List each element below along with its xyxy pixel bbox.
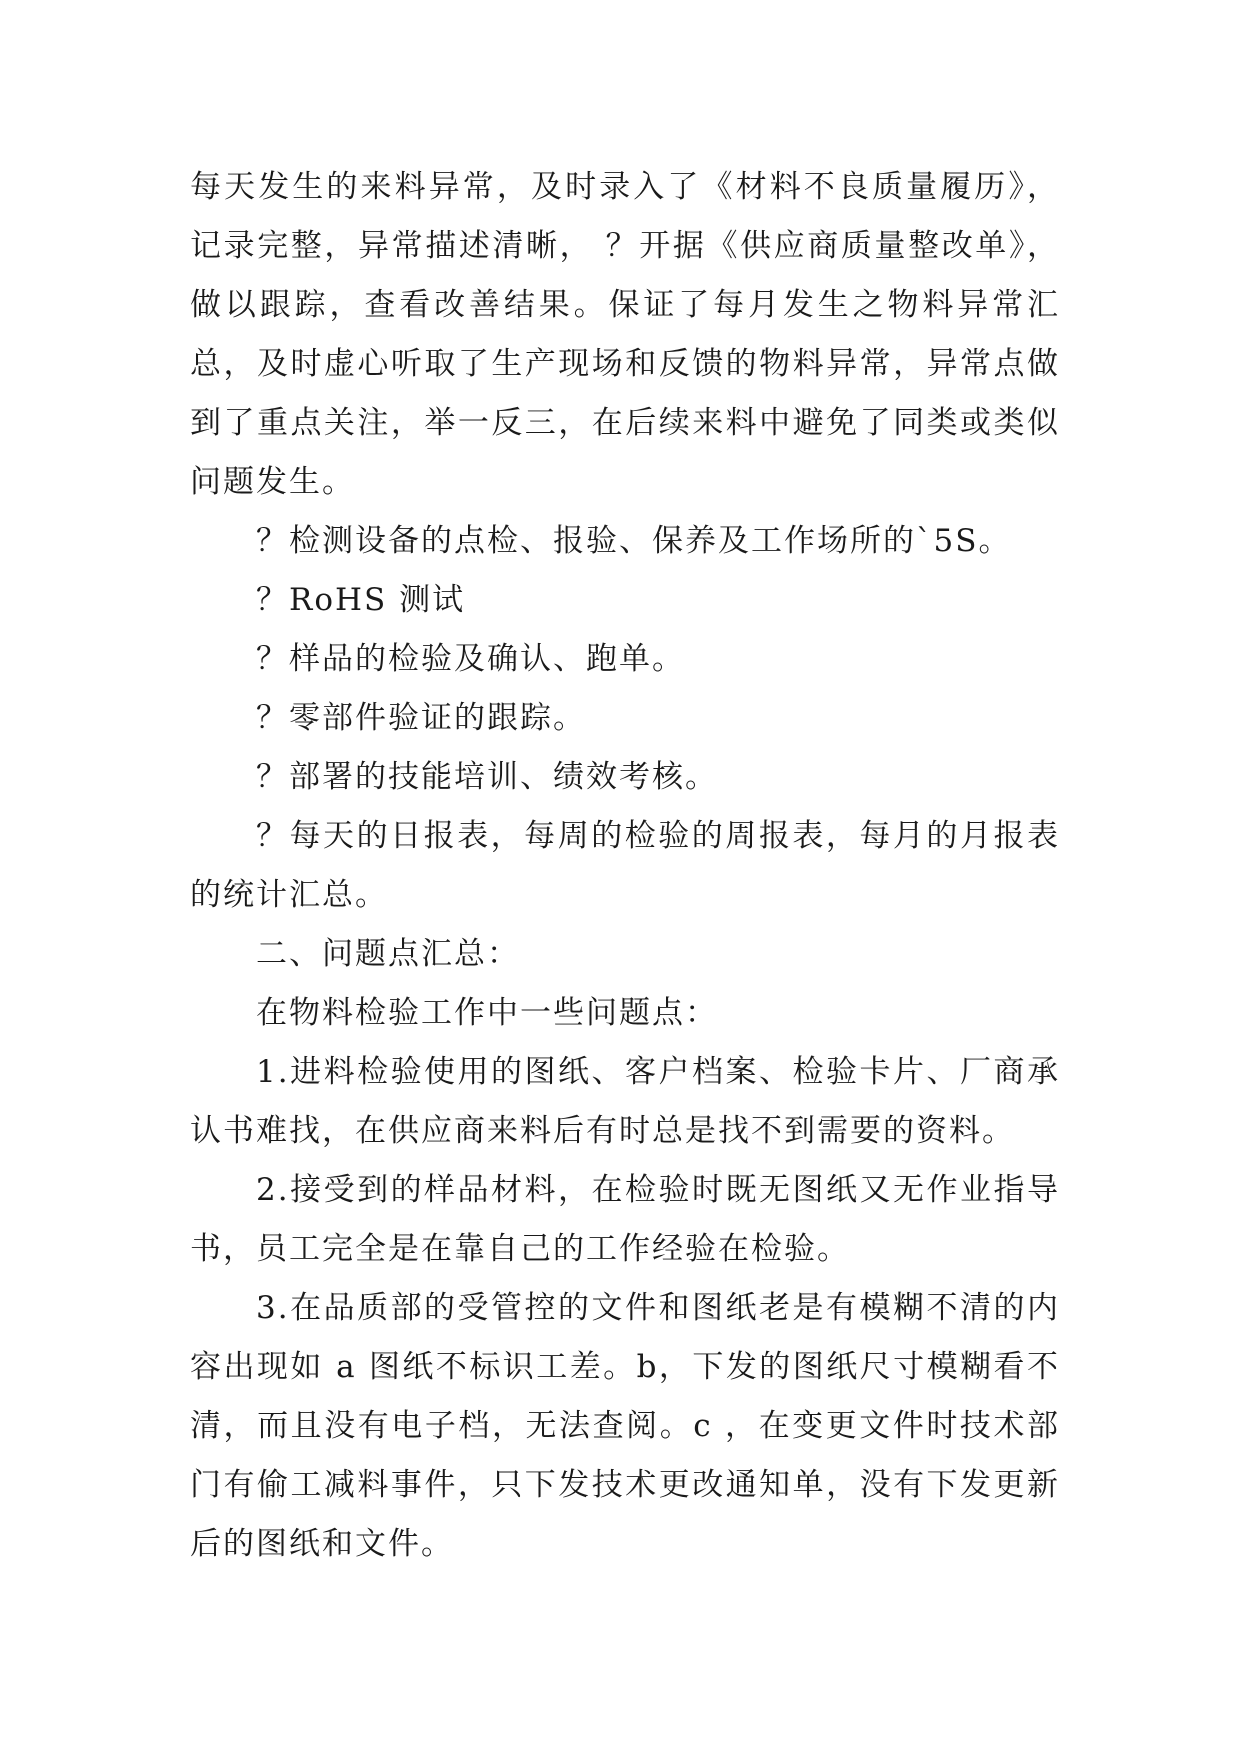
paragraph-problems-intro: 在物料检验工作中一些问题点： — [256, 995, 718, 1031]
paragraph-reports: ？每天的日报表，每周的检验的周报表，每月的月报表的统计汇总。 — [190, 818, 1060, 913]
paragraph-rohs-test: ？RoHS 测试 — [256, 582, 466, 618]
paragraph-sample-inspection: ？样品的检验及确认、跑单。 — [256, 641, 685, 677]
problem-item-3: 3.在品质部的受管控的文件和图纸老是有模糊不清的内容出现如 a 图纸不标识工差。b，下发的图纸尺寸模糊看不清，而且没有电子档，无法查阅。c ，在变更文件时技术部门有偷工减料事件，只下发技术更改通知单，没有下发更新后的图纸和文件。 — [190, 1290, 1060, 1562]
paragraph-training: ？部署的技能培训、绩效考核。 — [256, 759, 718, 795]
paragraph-parts-verification: ？零部件验证的跟踪。 — [256, 700, 586, 736]
paragraph-incoming-abnormal: 每天发生的来料异常，及时录入了《材料不良质量履历》，记录完整，异常描述清晰， ？开据《供应商质量整改单》，做以跟踪，查看改善结果。保证了每月发生之物料异常汇总，及时虚心听取了生产现场和反馈的物料异常，异常点做到了重点关注，举一反三，在后续来料中避免了同类或类似问题发生。 — [190, 169, 1060, 500]
problem-item-1: 1.进料检验使用的图纸、客户档案、检验卡片、厂商承认书难找，在供应商来料后有时总是找不到需要的资料。 — [190, 1054, 1060, 1149]
document-body — [190, 158, 1060, 1574]
section-heading-problems: 二、问题点汇总： — [256, 936, 520, 972]
paragraph-equipment-check: ？检测设备的点检、报验、保养及工作场所的`5S。 — [256, 523, 1012, 559]
problem-item-2: 2.接受到的样品材料，在检验时既无图纸又无作业指导书，员工完全是在靠自己的工作经验在检验。 — [190, 1172, 1060, 1267]
